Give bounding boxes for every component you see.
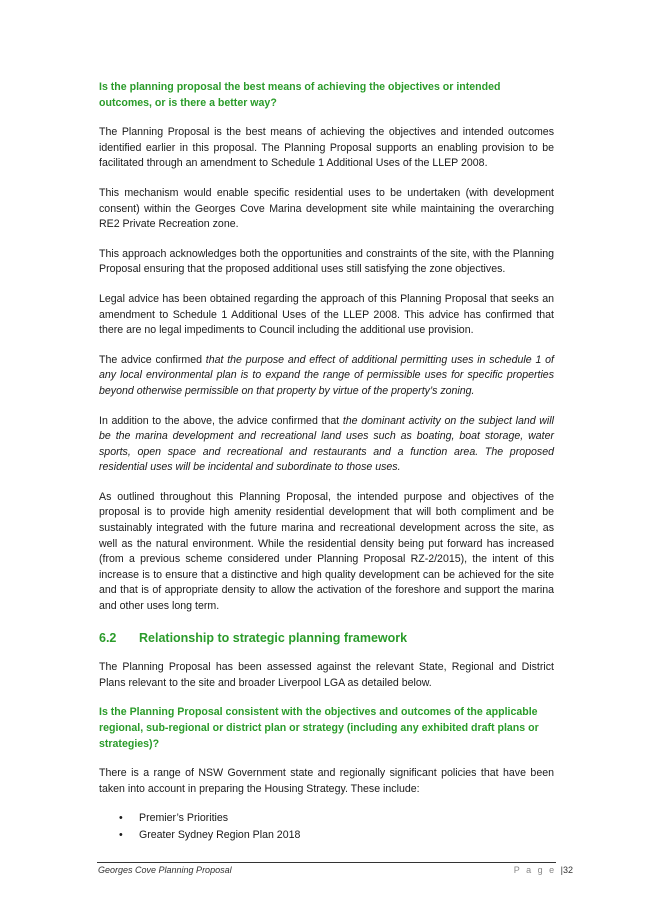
- dominant-quote: the dominant activity on the subject land will be the marina development and recreational land uses such as boating, boat storage, water sports, open space and recreational and restaurants and a function area. The proposed residential uses will be incidental and subordinate to those uses.: [99, 414, 554, 474]
- list-item: • Greater Sydney Region Plan 2018: [119, 828, 554, 844]
- paragraph-advice-confirmed: [99, 353, 554, 400]
- section-title: Relationship to strategic planning framework: [139, 630, 408, 645]
- list-item: • Premier’s Priorities: [119, 811, 554, 827]
- question-heading-consistency: Is the Planning Proposal consistent with the objectives and outcomes of the applicable regional, sub-regional or district plan or strategy (including any exhibited draft plans or strategies)?: [99, 706, 539, 750]
- dominant-lead-text: In addition to the above, the advice confirmed that: [99, 414, 343, 427]
- paragraph-policies: There is a range of NSW Government state and regionally significant policies that have been taken into account in preparing the Housing Strategy. These include:: [99, 767, 554, 795]
- paragraph-approach: This approach acknowledges both the opportunities and constraints of the site, with the Planning Proposal ensuring that the proposed additional uses still satisfying the zone objectives.: [99, 247, 554, 276]
- question-heading-best-means: Is the planning proposal the best means of achieving the objectives or intended outcomes, or is there a better way?: [99, 81, 501, 109]
- advice-lead-text: The advice confirmed: [99, 353, 206, 366]
- paragraph-dominant-activity: [99, 414, 554, 476]
- policy-list: [99, 811, 554, 843]
- footer-document-title: Georges Cove Planning Proposal: [98, 865, 232, 875]
- footer-separator: |: [560, 865, 563, 875]
- paragraph-outlined: As outlined throughout this Planning Proposal, the intended purpose and objectives of the proposal is to provide high amenity residential development that will both compliment and be sustainably integrated with the future marina and recreational development across the site, as well as the natural environment. While the residential density being put forward has increased (from a previous scheme considered under Planning Proposal RZ-2/2015), the intent of this increase is to ensure that a distinctive and high quality development can be achieved for the site and that is of appropriate density to allow the activation of the foreshore and support the marina and other uses long term.: [99, 490, 554, 613]
- section-heading: [99, 631, 554, 647]
- footer-page-label: P a g e: [513, 865, 557, 875]
- paragraph-mechanism: This mechanism would enable specific residential uses to be undertaken (with development consent) within the Georges Cove Marina development site while maintaining the overarching RE2 Private Recreation zone.: [99, 186, 554, 231]
- paragraph-assessed: The Planning Proposal has been assessed against the relevant State, Regional and District Plans relevant to the site and broader Liverpool LGA as detailed below.: [99, 661, 554, 689]
- footer-divider: [97, 862, 556, 863]
- page-content: [99, 80, 554, 845]
- footer-page-indicator: [514, 865, 573, 875]
- section-number: 6.2: [99, 630, 117, 645]
- footer-page-number: 32: [562, 865, 573, 875]
- paragraph-best-means: The Planning Proposal is the best means of achieving the objectives and intended outcomes identified earlier in this proposal. The Planning Proposal supports an enabling provision to be facilitated through an amendment to Schedule 1 Additional Uses of the LLEP 2008.: [99, 126, 554, 170]
- paragraph-legal-advice: Legal advice has been obtained regarding the approach of this Planning Proposal that seeks an amendment to Schedule 1 Additional Uses of the LLEP 2008. This advice has confirmed that there are no legal impediments to Council including the additional use provision.: [99, 292, 554, 337]
- advice-quote: that the purpose and effect of additional permitting uses in schedule 1 of any local environmental plan is to expand the range of permissible uses for specific properties beyond otherwise permissible on that property by virtue of the property’s zoning.: [99, 353, 554, 397]
